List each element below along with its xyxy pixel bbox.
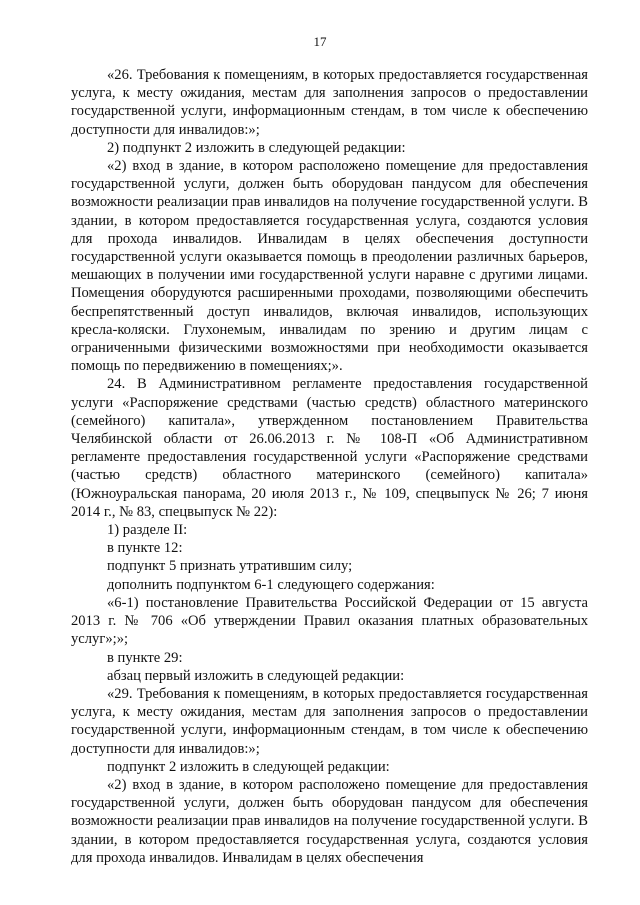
- paragraph-point-29: в пункте 29:: [107, 649, 183, 666]
- paragraph-item-26-requirements: «26. Требования к помещениям, в которых предоставляется государственная услуга, к месту ожидания, местам для заполнения запросов о предоставлении государственной услуги, информационным стендам, в том числе к обеспечению доступности для инвалидов:»;: [71, 67, 588, 138]
- paragraph-subpoint-2-text: «2) вход в здание, в котором расположено помещение для предоставления государственной услуги, должен быть оборудован пандусом для обеспечения возможности реализации прав инвалидов на получение государственной услуги. В здании, в котором предоставляется государственная услуга, создаются условия для прохода инвалидов. Инвалидам в целях обеспечения доступности государственной услуги оказывается помощь в преодолении различных барьеров, мешающих в получении ими государственной услуги наравне с другими лицами. Помещения оборудуются расширенными проходами, позволяющими обеспечить беспрепятственный доступ инвалидов, включая инвалидов, использующих кресла-коляски. Глухонемым, инвалидам по зрению и другим лицам с ограниченными физическими возможностями при необходимости оказывается помощь по передвижению в помещениях;».: [71, 158, 588, 375]
- paragraph-subpoint-6-1-text: «6-1) постановление Правительства Российской Федерации от 15 августа 2013 г. № 706 «Об утверждении Правил оказания платных образовательных услуг»;»;: [71, 594, 588, 648]
- document-body: [71, 66, 588, 867]
- paragraph-section-2: 1) разделе II:: [107, 522, 188, 539]
- paragraph-first-abzac: абзац первый изложить в следующей редакции:: [107, 667, 405, 684]
- paragraph-subpoint-2-intro-second: подпункт 2 изложить в следующей редакции:: [107, 758, 390, 775]
- paragraph-item-24: 24. В Административном регламенте предоставления государственной услуги «Распоряжение средствами (частью средств) областного материнского (семейного) капитала», утвержденном постановлением Правительства Челябинской области от 26.06.2013 г. № 108-П «Об Административном регламенте предоставления государственной услуги «Распоряжение средствами (частью средств) областного материнского (семейного) капитала» (Южноуральская панорама, 20 июля 2013 г., № 109, спецвыпуск № 26; 7 июня 2014 г., № 83, спецвыпуск № 22):: [71, 376, 588, 520]
- paragraph-point-12: в пункте 12:: [107, 540, 183, 557]
- paragraph-item-29-requirements: «29. Требования к помещениям, в которых предоставляется государственная услуга, к месту ожидания, местам для заполнения запросов о предоставлении государственной услуги, информационным стендам, в том числе к обеспечению доступности для инвалидов:»;: [71, 685, 588, 757]
- paragraph-add-subpoint-6-1: дополнить подпунктом 6-1 следующего содержания:: [107, 576, 435, 593]
- paragraph-subpoint-2-intro: 2) подпункт 2 изложить в следующей редакции:: [107, 139, 406, 156]
- paragraph-subpoint-5-repeal: подпункт 5 признать утратившим силу;: [107, 558, 353, 575]
- paragraph-subpoint-2-text-second: «2) вход в здание, в котором расположено помещение для предоставления государственной услуги, должен быть оборудован пандусом для обеспечения возможности реализации прав инвалидов на получение государственной услуги. В здании, в котором предоставляется государственная услуга, создаются условия для прохода инвалидов. Инвалидам в целях обеспечения: [71, 776, 588, 866]
- page-number: 17: [313, 34, 327, 49]
